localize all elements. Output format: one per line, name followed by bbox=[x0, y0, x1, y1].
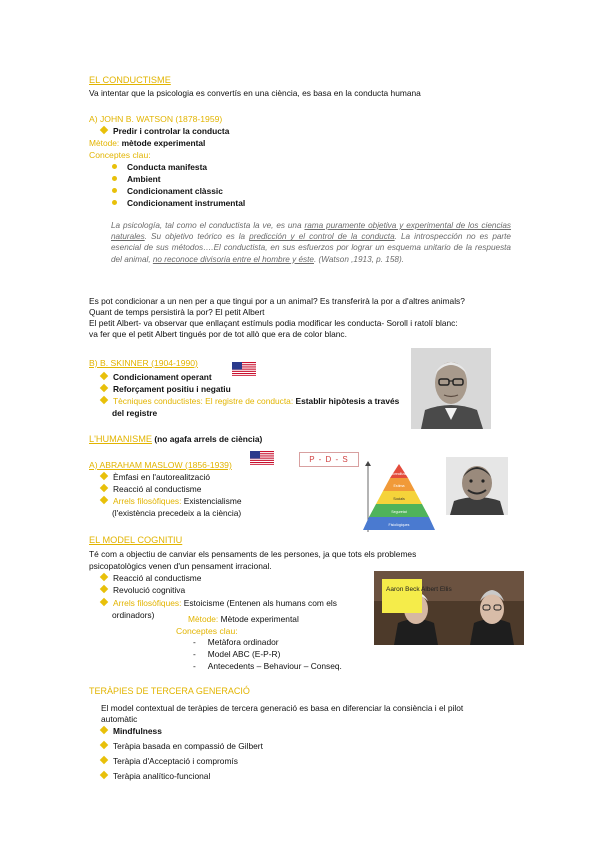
quote-part: La psicología, tal como el conductista la ve, es una bbox=[111, 221, 305, 230]
cognitiu-concepte bbox=[193, 637, 279, 648]
skinner-header: B) B. SKINNER (1904-1990) bbox=[89, 358, 198, 368]
dash-bullet: - bbox=[193, 637, 196, 647]
quote-underline: predicción y el control de la conducta bbox=[249, 232, 395, 242]
tercera-item-text: Teràpia d'Acceptació i compromís bbox=[113, 756, 238, 766]
arrels-label: Arrels filosòfiques: bbox=[113, 598, 182, 608]
skinner-tecniques bbox=[101, 396, 399, 407]
humanisme-note: (no agafa arrels de ciència) bbox=[152, 434, 263, 444]
watson-header: A) JOHN B. WATSON (1878-1959) bbox=[89, 114, 223, 124]
sign-text: Aaron Beck Albert Ellis bbox=[386, 586, 452, 593]
watson-concepte-item bbox=[112, 162, 207, 173]
albert-line: Quant de temps persistirà la por? El petit Albert bbox=[89, 307, 265, 317]
tercera-item bbox=[101, 756, 238, 767]
maslow-pyramid bbox=[360, 460, 438, 536]
cognitiu-item-text: Revolució cognitiva bbox=[113, 585, 186, 595]
dot-bullet-icon bbox=[112, 188, 117, 193]
skinner-item bbox=[101, 372, 212, 383]
dot-bullet-icon bbox=[112, 200, 117, 205]
arrels-label: Arrels filosòfiques: bbox=[113, 496, 182, 506]
concepte-text: Conducta manifesta bbox=[127, 162, 208, 172]
tercera-item bbox=[101, 741, 263, 752]
cognitiu-intro: psicopatològics venen d'un pensament irracional. bbox=[89, 561, 272, 571]
skinner-photo bbox=[411, 348, 491, 429]
conductisme-intro: Va intentar que la psicologia es convertís en una ciència, es basa en la conducta humana bbox=[89, 88, 421, 98]
conceptes-label: Conceptes clau: bbox=[89, 150, 151, 160]
watson-predir-text: Predir i controlar la conducta bbox=[113, 126, 230, 136]
albert-line: El petit Albert- va observar que enllaçant estímuls podia modificar les conducta- Soroll i ratolí blanc: bbox=[89, 318, 458, 328]
pyramid-label: Autorealització bbox=[387, 472, 411, 476]
tercera-item bbox=[101, 771, 210, 782]
tercera-item-text: Mindfulness bbox=[113, 726, 162, 736]
tercera-intro: automàtic bbox=[101, 714, 138, 724]
tercera-item-text: Teràpia analítico-funcional bbox=[113, 771, 211, 781]
cognitiu-item bbox=[101, 573, 201, 584]
skinner-tecniques-cont: del registre bbox=[112, 408, 158, 418]
albert-line: va fer que el petit Albert tingués por de tot allò que era de color blanc. bbox=[89, 329, 347, 339]
quote-part: . Su objetivo teórico es la bbox=[144, 232, 250, 242]
watson-metode bbox=[89, 138, 205, 149]
concepte-text: Condicionament instrumental bbox=[127, 198, 246, 208]
diamond-bullet-icon bbox=[100, 598, 108, 606]
cognitiu-intro: Té com a objectiu de canviar els pensaments de les persones, ja que tots els problemes bbox=[89, 549, 417, 559]
section-title-humanisme: L'HUMANISME bbox=[89, 434, 153, 444]
metode-value: Mètode experimental bbox=[220, 614, 299, 624]
diamond-bullet-icon bbox=[100, 585, 108, 593]
diamond-bullet-icon bbox=[100, 472, 108, 480]
watson-concepte-item bbox=[112, 186, 223, 197]
cognitiu-concepte bbox=[193, 661, 342, 672]
maslow-item bbox=[101, 484, 201, 495]
watson-predir bbox=[101, 126, 229, 137]
watson-concepte-item bbox=[112, 198, 245, 209]
metode-label: Mètode: bbox=[188, 614, 219, 624]
quote-underline: no reconoce divisoria entre el hombre y éste bbox=[152, 254, 314, 264]
diamond-bullet-icon bbox=[100, 126, 108, 134]
maslow-item-text: Èmfasi en l'autorealització bbox=[113, 472, 211, 482]
pyramid-label: Estima bbox=[393, 484, 405, 488]
tecniques-value: Establir hipòtesis a través bbox=[295, 396, 400, 406]
beck-ellis-photo bbox=[374, 571, 524, 645]
maslow-arrels bbox=[101, 496, 241, 507]
us-flag-icon bbox=[250, 451, 274, 465]
metode-value: mètode experimental bbox=[121, 138, 206, 148]
quote-underline: rama puramente objetiva y experimental de los ciencias naturales bbox=[111, 221, 512, 242]
maslow-arrels-note: (l'existència precedeix a la ciència) bbox=[112, 508, 242, 518]
skinner-item-text: Reforçament positiu i negatiu bbox=[113, 384, 231, 394]
cognitiu-arrels bbox=[101, 598, 337, 609]
diamond-bullet-icon bbox=[100, 372, 108, 380]
metode-label: Mètode: bbox=[89, 138, 120, 148]
cognitiu-metode bbox=[188, 614, 299, 625]
us-flag-icon bbox=[232, 362, 256, 376]
diamond-bullet-icon bbox=[100, 726, 108, 734]
cognitiu-arrels-cont: ordinadors) bbox=[112, 610, 155, 620]
pyramid-label: Fisiològiques bbox=[388, 523, 410, 527]
cognitiu-conceptes-label: Conceptes clau: bbox=[176, 626, 238, 636]
quote-part: . (Watson ,1913, p. 158). bbox=[313, 254, 404, 264]
concepte-text: Ambient bbox=[127, 174, 161, 184]
tercera-item-text: Teràpia basada en compassió de Gilbert bbox=[113, 741, 263, 751]
diamond-bullet-icon bbox=[100, 771, 108, 779]
watson-quote bbox=[111, 220, 511, 265]
section-title-conductisme: EL CONDUCTISME bbox=[89, 75, 171, 85]
diamond-bullet-icon bbox=[100, 756, 108, 764]
diamond-bullet-icon bbox=[100, 573, 108, 581]
arrels-value: Existencialisme bbox=[183, 496, 242, 506]
section-title-tercera: TERÀPIES DE TERCERA GENERACIÓ bbox=[89, 686, 250, 696]
maslow-photo bbox=[446, 457, 508, 515]
quote-part: . La introspección no es parte esencial de sus métodos….El conductista, en sus esfuerzos por lograr un esquema unitario de la respuesta del animal, bbox=[111, 232, 511, 264]
dash-bullet: - bbox=[193, 649, 196, 659]
concepte-text: Antecedents – Behaviour – Conseq. bbox=[207, 661, 342, 671]
diamond-bullet-icon bbox=[100, 384, 108, 392]
cognitiu-concepte bbox=[193, 649, 280, 660]
dot-bullet-icon bbox=[112, 176, 117, 181]
dot-bullet-icon bbox=[112, 164, 117, 169]
maslow-item bbox=[101, 472, 210, 483]
section-title-cognitiu: EL MODEL COGNITIU bbox=[89, 535, 183, 545]
concepte-text: Model ABC (E-P-R) bbox=[207, 649, 281, 659]
pds-box: P - D - S bbox=[299, 452, 359, 467]
humanisme-title-line bbox=[89, 433, 262, 445]
pyramid-label: Socials bbox=[393, 497, 405, 501]
diamond-bullet-icon bbox=[100, 496, 108, 504]
cognitiu-item-text: Reacció al conductisme bbox=[113, 573, 202, 583]
skinner-item-text: Condicionament operant bbox=[113, 372, 212, 382]
maslow-item-text: Reacció al conductisme bbox=[113, 484, 202, 494]
diamond-bullet-icon bbox=[100, 741, 108, 749]
albert-line: Es pot condicionar a un nen per a que tingui por a un animal? Es transferirà la por a d'altres animals? bbox=[89, 296, 465, 306]
dash-bullet: - bbox=[193, 661, 196, 671]
tercera-intro: El model contextual de teràpies de tercera generació es basa en diferenciar la consiència i el pilot bbox=[101, 703, 464, 713]
pyramid-label: Seguretat bbox=[391, 510, 407, 514]
maslow-header: A) ABRAHAM MASLOW (1856-1939) bbox=[89, 460, 232, 470]
concepte-text: Metàfora ordinador bbox=[207, 637, 279, 647]
tercera-item bbox=[101, 726, 162, 737]
tecniques-label: Tècniques conductistes: El registre de conducta: bbox=[113, 396, 294, 406]
concepte-text: Condicionament clàssic bbox=[127, 186, 223, 196]
diamond-bullet-icon bbox=[100, 484, 108, 492]
arrels-value: Estoicisme (Entenen als humans com els bbox=[183, 598, 337, 608]
diamond-bullet-icon bbox=[100, 396, 108, 404]
watson-concepte-item bbox=[112, 174, 161, 185]
cognitiu-item bbox=[101, 585, 185, 596]
skinner-item bbox=[101, 384, 231, 395]
